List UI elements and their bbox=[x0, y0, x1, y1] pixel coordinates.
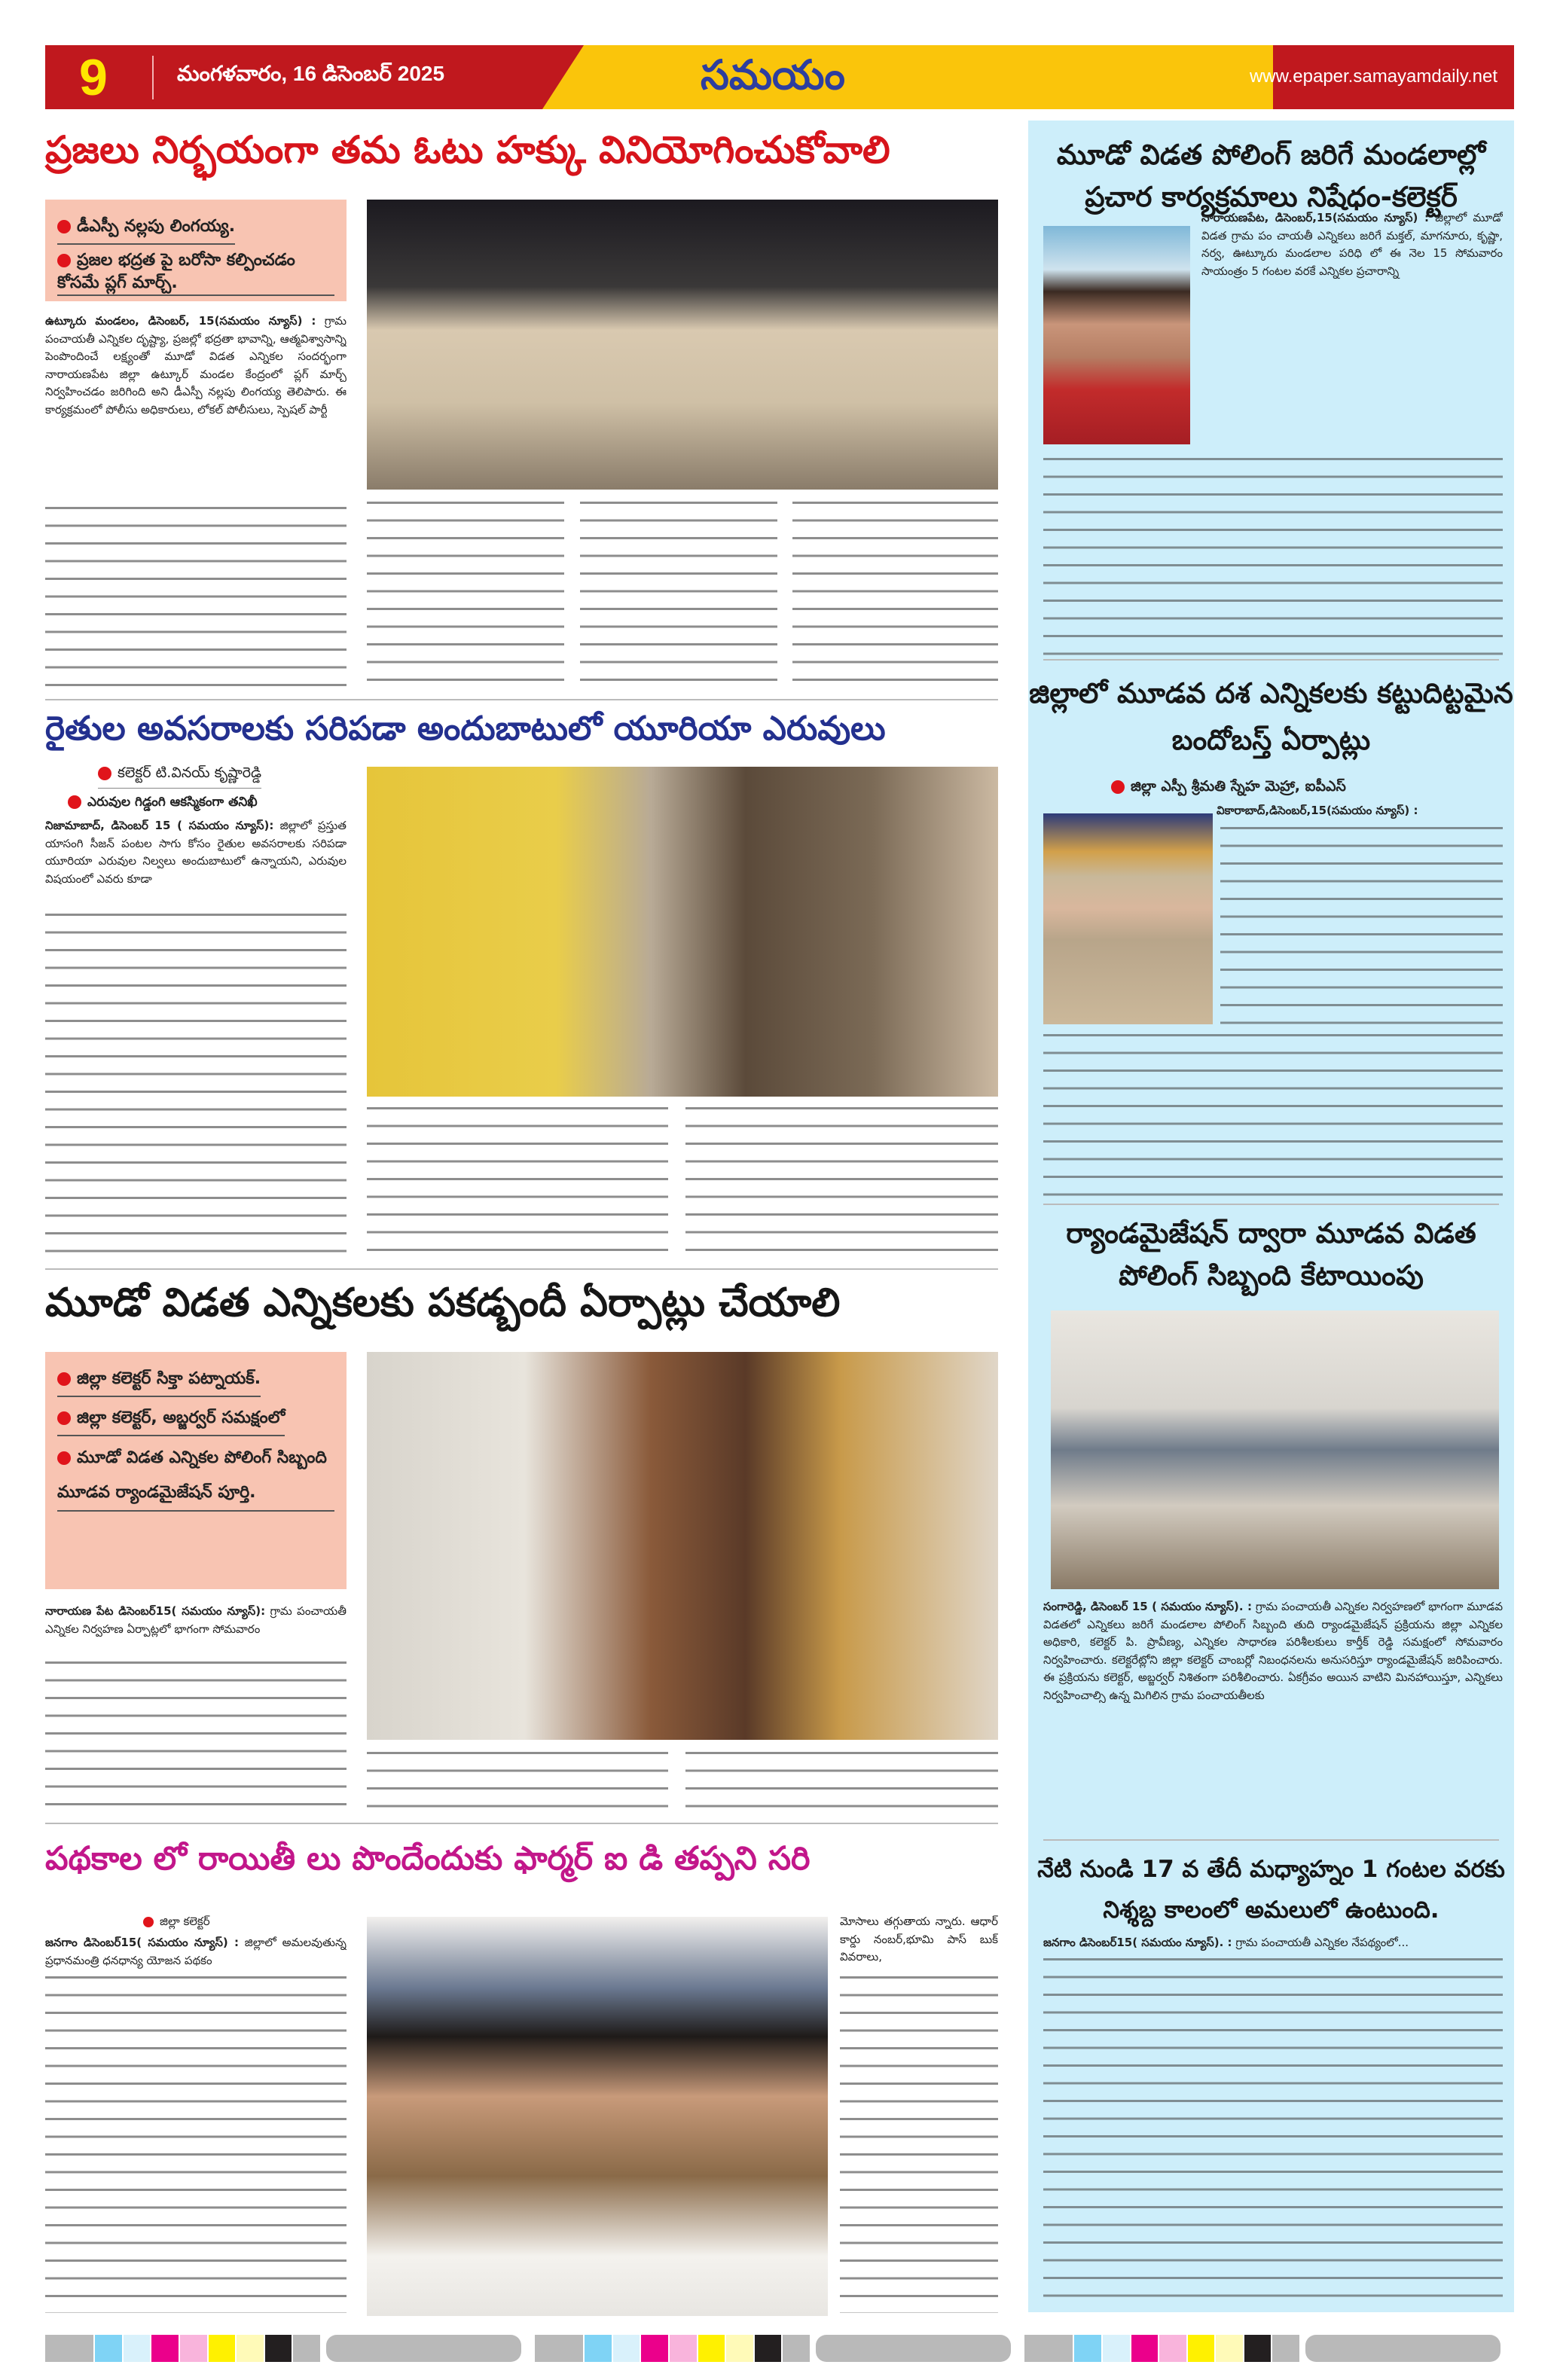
article-body: గ్రామ పంచాయతీ ఎన్నికల నిర్వహణలో భాగంగా మూడవ విడతలో ఎన్నికలు జరిగే మండలాల పోలింగ్ సిబ్బంది తుది ర్యాండమైజేషన్ ప్రక్రియను జిల్లా ఎన్నికల అధికారి, కలెక్టర్ పి. ప్రావీణ్య, ఎన్నికల సాధారణ పరిశీలకులు కార్తీక్ రెడ్డి సమక్షంలో సోమవారం నిర్వహించారు. కలెక్టరేట్లోని జిల్లా కలెక్టర్ చాంబర్లో నిబంధనలను అనుసరిస్తూ ర్యాండమైజేషన్ జరిపించారు. ఈ ప్రక్రియను కలెక్టర్, అబ్జర్వర్ నిశితంగా పరిశీలించారు. ఏకగ్రీవం అయిన వాటిని మినహాయిస్తూ, ఎన్నికలు నిర్వహించాల్సి ఉన్న మిగిలిన గ్రామ పంచాయతీలకు bbox=[1043, 1600, 1503, 1702]
article-body-text bbox=[45, 1970, 347, 2313]
article-body-text bbox=[840, 1970, 998, 2313]
color-swatch bbox=[698, 2335, 725, 2362]
article-body-text bbox=[1043, 1028, 1503, 1198]
article-body: జిల్లాలో ప్రస్తుత యాసంగి సీజన్ పంటల సాగు కోసం రైతుల అవసరాలకు సరిపడా యూరియా ఎరువుల నిల్వలు అందుబాటులో ఉన్నాయని, ఎరువుల విషయంలో ఎవరు కూడా bbox=[45, 819, 347, 886]
bullet-icon bbox=[57, 1451, 71, 1465]
divider bbox=[1043, 1839, 1499, 1841]
article-body: మోసాలు తగ్గుతాయ న్నారు. ఆధార్ కార్డు నంబర్,భూమి పాస్ బుక్ వివరాలు, bbox=[840, 1915, 998, 1964]
subhead: జిల్లా కలెక్టర్ bbox=[143, 1915, 210, 1931]
dateline: జనగాం డిసెంబర్15( సమయం న్యూస్) : bbox=[45, 1936, 239, 1949]
bullet-icon bbox=[57, 1411, 71, 1425]
article-body-text bbox=[792, 496, 998, 690]
masthead-bar bbox=[45, 45, 1514, 109]
article-body: జిల్లాలో అమలవుతున్న ప్రధానమంత్రి ధనధాన్య యోజన పథకం bbox=[45, 1936, 347, 1967]
color-swatch bbox=[124, 2335, 151, 2362]
color-swatch bbox=[585, 2335, 612, 2362]
sidebar-headline-1: మూడో విడత పోలింగ్ జరిగే మండలాల్లో ప్రచార కార్యక్రమాలు నిషేధం-కలెక్టర్ bbox=[1056, 139, 1486, 213]
gray-registration-bar bbox=[816, 2335, 1011, 2362]
bullet-icon bbox=[57, 220, 71, 233]
article-body-text bbox=[45, 501, 347, 689]
masthead-yellow-band bbox=[542, 45, 1273, 109]
article-body: గ్రామ పంచాయతీ ఎన్నికల నేపథ్యంలో... bbox=[1235, 1936, 1409, 1949]
issue-date: మంగళవారం, 16 డిసెంబర్ 2025 bbox=[177, 62, 445, 85]
article-body: గ్రామ పంచాయతీ ఎన్నికల దృష్ట్యా, ప్రజల్లో భద్రతా భావాన్ని, ఆత్మవిశ్వాసాన్ని పెంపొందించే లక్ష్యంతో మూడో విడత ఎన్నికల సందర్భంగా నారాయణపేట జిల్లా ఉట్కూర్ మండల కేంద్రంలో ప్లగ్ మార్చ్ నిర్వహించడం జరిగింది అని డీఎస్పీ నల్లపు లింగయ్య తెలిపారు. ఈ కార్యక్రమంలో పోలీసు అధికారులు, లోకల్ పోలీసులు, స్పెషల్ పార్టీ bbox=[45, 314, 347, 416]
article-body-text bbox=[580, 496, 777, 690]
website-link[interactable]: www.epaper.samayamdaily.net bbox=[1249, 66, 1497, 87]
dateline: నారాయణ పేట డిసెంబర్15( సమయం న్యూస్): bbox=[45, 1604, 266, 1618]
headline-1: ప్రజలు నిర్భయంగా తమ ఓటు హక్కు వినియోగించుకోవాలి bbox=[45, 128, 890, 172]
headline-2: రైతుల అవసరాలకు సరిపడా అందుబాటులో యూరియా ఎరువులు bbox=[45, 709, 886, 748]
color-swatch bbox=[1188, 2335, 1215, 2362]
article-body-text bbox=[367, 496, 564, 690]
subhead: కలెక్టర్ టి.వినయ్ కృష్ణారెడ్డి bbox=[98, 764, 261, 789]
article-body-text bbox=[1043, 1952, 1503, 2299]
page-number: 9 bbox=[79, 49, 108, 106]
color-swatch bbox=[613, 2335, 640, 2362]
color-swatch bbox=[293, 2335, 320, 2362]
sidebar-panel bbox=[1028, 121, 1514, 2312]
gray-registration-bar bbox=[1305, 2335, 1501, 2362]
color-swatch bbox=[1103, 2335, 1130, 2362]
dateline: సంగారెడ్డి, డిసెంబర్ 15 ( సమయం న్యూస్). : bbox=[1043, 1600, 1252, 1613]
color-swatch bbox=[535, 2335, 583, 2362]
dateline: జనగాం డిసెంబర్15( సమయం న్యూస్). : bbox=[1043, 1936, 1232, 1949]
bullet-icon bbox=[98, 767, 111, 780]
divider bbox=[45, 699, 998, 700]
article-body-text bbox=[45, 908, 347, 1262]
article-body-text bbox=[1220, 821, 1503, 1024]
color-swatch bbox=[1024, 2335, 1073, 2362]
subhead: జిల్లా ఎస్పీ శ్రీమతి స్నేహ మెహ్రా, ఐపీఎస్ bbox=[1111, 778, 1346, 798]
article-body-text bbox=[685, 1101, 998, 1261]
divider bbox=[1043, 659, 1499, 661]
color-swatch bbox=[45, 2335, 93, 2362]
bullet-icon bbox=[1111, 780, 1125, 794]
flag-march-photo bbox=[367, 200, 998, 490]
highlights-box: జిల్లా కలెక్టర్ సిక్తా పట్నాయక్. జిల్లా కలెక్టర్, అబ్జర్వర్ సమక్షంలో మూడో విడత ఎన్నికల పోలింగ్ సిబ్బంది మూడవ ర్యాండమైజేషన్ పూర్తి. bbox=[45, 1352, 347, 1589]
color-swatch bbox=[641, 2335, 668, 2362]
bullet-icon bbox=[57, 1372, 71, 1386]
article-body-text bbox=[367, 1746, 668, 1815]
color-swatch bbox=[237, 2335, 264, 2362]
gray-registration-bar bbox=[326, 2335, 521, 2362]
dateline: ఉట్కూరు మండలం, డిసెంబర్, 15(సమయం న్యూస్) : bbox=[45, 314, 316, 328]
dateline: వికారాబాద్,డిసెంబర్,15(సమయం న్యూస్) : bbox=[1217, 804, 1418, 817]
newspaper-logo: సమయం bbox=[701, 51, 845, 99]
color-swatch bbox=[1131, 2335, 1159, 2362]
bullet-icon bbox=[57, 254, 71, 267]
highlights-box: డీఎస్పీ నల్లపు లింగయ్య. ప్రజల భద్రత పై బరోసా కల్పించడం కోసమే ప్లగ్ మార్చ్. bbox=[45, 200, 347, 301]
color-swatch bbox=[755, 2335, 782, 2362]
article-body: జిల్లాలో మూడో విడత గ్రామ పం చాయతీ ఎన్నికలు జరిగే మక్తల్, మాగనూరు, కృష్ణా, నర్వ, ఊట్కూరు మండలాల పరిధి లో ఈ నెల 15 సోమవారం సాయంత్రం 5 గంటల వరకే ఎన్నికల ప్రచారాన్ని bbox=[1201, 211, 1503, 278]
divider bbox=[45, 1823, 998, 1824]
sp-photo bbox=[1043, 813, 1213, 1024]
color-swatch bbox=[209, 2335, 236, 2362]
bullet-icon bbox=[68, 795, 81, 809]
color-swatch bbox=[265, 2335, 292, 2362]
article-body-text bbox=[685, 1746, 998, 1815]
dateline: నిజామాబాద్, డిసెంబర్ 15 ( సమయం న్యూస్): bbox=[45, 819, 274, 832]
headline-3: మూడో విడత ఎన్నికలకు పకడ్బందీ ఏర్పాట్లు చేయాలి bbox=[45, 1280, 841, 1326]
color-registration-strip bbox=[45, 2335, 1514, 2362]
randomization-meeting-photo bbox=[1051, 1311, 1499, 1589]
color-swatch bbox=[726, 2335, 753, 2362]
article-body: గ్రామ పంచాయతీ ఎన్నికల నిర్వహణ ఏర్పాట్లలో భాగంగా సోమవారం bbox=[45, 1604, 347, 1636]
sidebar-headline-3: ర్యాండమైజేషన్ ద్వారా మూడవ విడత పోలింగ్ సిబ్బంది కేటాయింపు bbox=[1066, 1217, 1476, 1292]
color-swatch bbox=[1159, 2335, 1186, 2362]
dateline: నారాయణపేట, డిసెంబర్,15(సమయం న్యూస్) : bbox=[1201, 211, 1429, 224]
article-body-text bbox=[367, 1101, 668, 1261]
sidebar-headline-4: నేటి నుండి 17 వ తేదీ మధ్యాహ్నం 1 గంటల వరకు నిశ్శబ్ద కాలంలో అమలులో ఉంటుంది. bbox=[1037, 1856, 1505, 1924]
bullet-icon bbox=[143, 1917, 154, 1927]
article-body-text bbox=[45, 1655, 347, 1815]
fertilizer-godown-photo bbox=[367, 767, 998, 1097]
collector-photo bbox=[1043, 226, 1190, 444]
color-swatch bbox=[1074, 2335, 1101, 2362]
divider bbox=[152, 56, 154, 99]
headline-4: పథకాల లో రాయితీ లు పొందేందుకు ఫార్మర్ ఐ డి తప్పని సరి bbox=[45, 1840, 811, 1878]
subhead: ఎరువుల గిడ్డంగి ఆకస్మికంగా తనిఖీ bbox=[68, 795, 258, 813]
color-swatch bbox=[1272, 2335, 1299, 2362]
color-swatch bbox=[1244, 2335, 1272, 2362]
color-swatch bbox=[670, 2335, 697, 2362]
article-body-text bbox=[1043, 452, 1503, 655]
color-swatch bbox=[180, 2335, 207, 2362]
divider bbox=[1043, 1204, 1499, 1205]
color-swatch bbox=[95, 2335, 122, 2362]
district-collector-photo bbox=[367, 1917, 828, 2316]
color-swatch bbox=[783, 2335, 810, 2362]
divider bbox=[45, 1268, 998, 1270]
collector-meeting-photo bbox=[367, 1352, 998, 1740]
color-swatch bbox=[151, 2335, 179, 2362]
sidebar-headline-2: జిల్లాలో మూడవ దశ ఎన్నికలకు కట్టుదిట్టమైన బందోబస్త్ ఏర్పాట్లు bbox=[1029, 677, 1513, 756]
color-swatch bbox=[1216, 2335, 1243, 2362]
